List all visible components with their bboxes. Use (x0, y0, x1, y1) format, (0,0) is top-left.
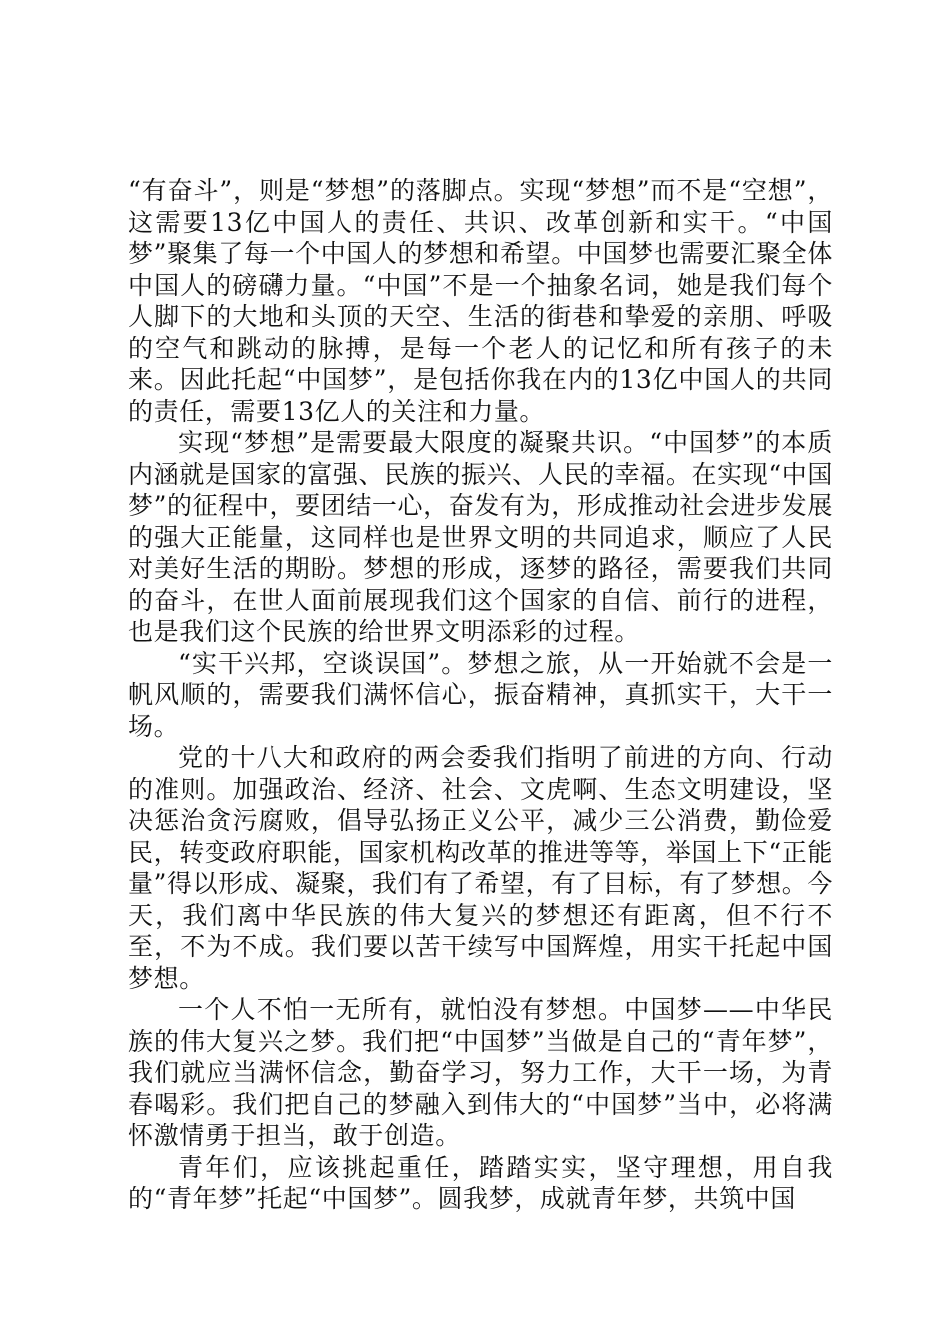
paragraph-4: 党的十八大和政府的两会委我们指明了前进的方向、行动的准则。加强政治、经济、社会、文虎啊、生态文明建设，坚决惩治贪污腐败，倡导弘扬正义公平，减少三公消费，勤俭爱民，转变政府职能，国家机构改革的推进等等，举国上下“正能量”得以形成、凝聚，我们有了希望，有了目标，有了梦想。今天，我们离中华民族的伟大复兴的梦想还有距离，但不行不至，不为不成。我们要以苦干续写中国辉煌，用实干托起中国梦想。 (128, 743, 833, 993)
paragraph-2: 实现“梦想”是需要最大限度的凝聚共识。“中国梦”的本质内涵就是国家的富强、民族的振兴、人民的幸福。在实现“中国梦”的征程中，要团结一心，奋发有为，形成推动社会进步发展的强大正能量，这同样也是世界文明的共同追求，顺应了人民对美好生活的期盼。梦想的形成，逐梦的路径，需要我们共同的奋斗，在世人面前展现我们这个国家的自信、前行的进程，也是我们这个民族的给世界文明添彩的过程。 (128, 428, 833, 646)
paragraph-6: 青年们，应该挑起重任，踏踏实实，坚守理想，用自我的“青年梦”托起“中国梦”。圆我梦，成就青年梦，共筑中国 (128, 1152, 833, 1213)
document-body (128, 175, 833, 1215)
paragraph-3: “实干兴邦，空谈误国”。梦想之旅，从一开始就不会是一帆风顺的，需要我们满怀信心，振奋精神，真抓实干，大干一场。 (128, 648, 833, 741)
paragraph-1: “有奋斗”，则是“梦想”的落脚点。实现“梦想”而不是“空想”，这需要13亿中国人的责任、共识、改革创新和实干。“中国梦”聚集了每一个中国人的梦想和希望。中国梦也需要汇聚全体中国人的磅礴力量。“中国”不是一个抽象名词，她是我们每个人脚下的大地和头顶的天空、生活的街巷和挚爱的亲朋、呼吸的空气和跳动的脉搏，是每一个老人的记忆和所有孩子的未来。因此托起“中国梦”，是包括你我在内的13亿中国人的共同的责任，需要13亿人的关注和力量。 (128, 176, 833, 426)
paragraph-5: 一个人不怕一无所有，就怕没有梦想。中国梦——中华民族的伟大复兴之梦。我们把“中国梦”当做是自己的“青年梦”，我们就应当满怀信念，勤奋学习，努力工作，大干一场，为青春喝彩。我们把自己的梦融入到伟大的“中国梦”当中，必将满怀激情勇于担当，敢于创造。 (128, 995, 833, 1150)
